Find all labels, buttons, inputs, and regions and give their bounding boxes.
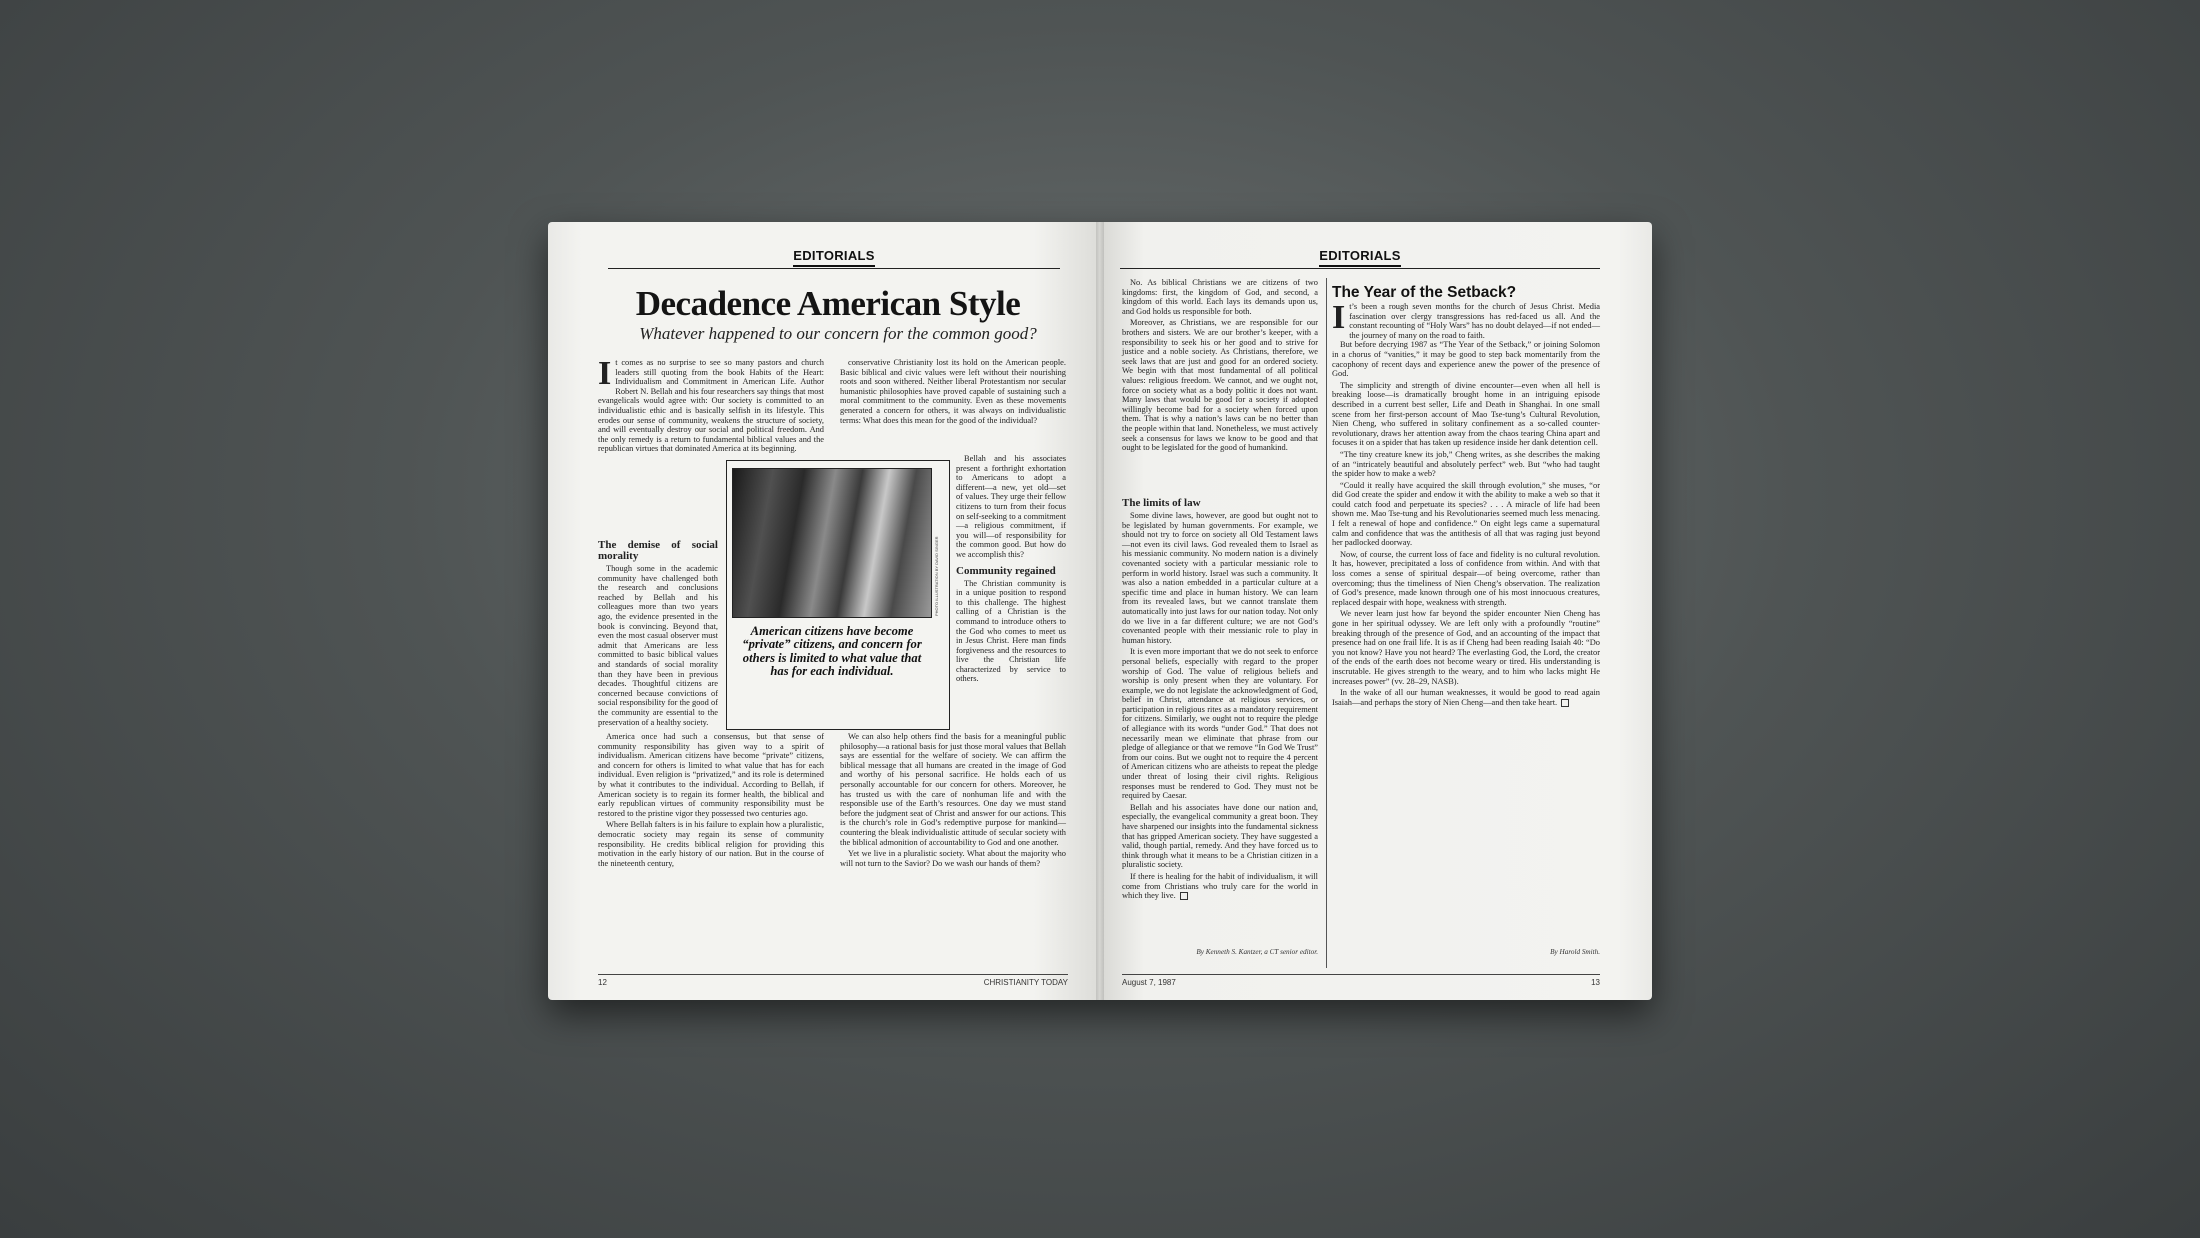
- body-paragraph: The simplicity and strength of divine encounter—even when all hell is breaking loose—is dramatically brought home in an intriguing episode described in a current best seller, Life and Death in Shanghai. In one small scene from her first-person account of Mao Tse-tung’s Cultural Revolution, Nien Cheng, who suffered in solitary confinement as a so-called counter-revolutionary, draws her attention away from the chaos tearing China apart and focuses it on a spider that has taken up residence inside her dank detention cell.: [1332, 380, 1600, 448]
- byline-smith: By Harold Smith.: [1550, 948, 1600, 956]
- photo-credit: PHOTO ILLUSTRATION BY DAVID SINGER: [934, 536, 939, 616]
- end-mark-icon: [1180, 892, 1188, 900]
- body-paragraph: America once had such a consensus, but that sense of community responsibility has given way to a spirit of individualism. American citizens have become “private” citizens, and concern for others is limited to what value that has for each individual. Even religion is “privatized,” and its role is determined by what it contributes to the individual. According to Bellah, if American society is to regain its former health, the biblical and early republican virtues of community responsibility must be restored to the pristine vigor they possessed two centuries ago.: [598, 732, 824, 818]
- body-paragraph: The Christian community is in a unique position to respond to this challenge. The highest calling of a Christian is the command to introduce others to the God who comes to meet us in Jesus Christ. Here man finds forgiveness and the resources to live the Christian life characterized by service to others.: [956, 578, 1066, 684]
- intro-paragraph: t comes as no surprise to see so many pastors and church leaders still quoting from the book Habits of the Heart: Individualism and Commitment in American Life. Author Robert N. Bellah and his four researchers say things that most evangelicals would agree with: Our society is committed to an individualistic ethic and is basically selfish in its lifestyle. This erodes our sense of community, weakens the structure of society, and will eventually destroy our social and political freedom. And the only remedy is a return to fundamental biblical values and the republican virtues that dominated America at its beginning.: [598, 358, 824, 454]
- pull-quote: American citizens have become “private” citizens, and concern for others is limited to what value that has for each individual.: [742, 624, 922, 679]
- body-paragraph: Bellah and his associates present a forthright exhortation to Americans to adopt a different—a new, yet old—set of values. They urge their fellow citizens to turn from their focus on self-seeking to a commitment—a religious commitment, if you will—of responsibility for the common good. But how do we accomplish this?: [956, 454, 1066, 559]
- body-paragraph: Now, of course, the current loss of face and fidelity is no cultural revolution. It has, however, precipitated a loss of confidence from within. And with that loss comes a sense of spiritual despair—of being overcome, rather than overcoming; thus the timeliness of Nien Cheng’s observation. The realization of God’s presence, made known through one of his most innocuous creatures, replaced despair with hope, weakness with strength.: [1332, 549, 1600, 607]
- section-label: EDITORIALS: [793, 248, 875, 267]
- closing-paragraph: If there is healing for the habit of individualism, it will come from Christians who truly care for the world in which they live.: [1122, 871, 1318, 901]
- section-header: [608, 248, 1060, 269]
- building-photo: [732, 468, 932, 618]
- article-column-3-top: [1122, 278, 1318, 453]
- body-paragraph: No. As biblical Christians we are citizens of two kingdoms: first, the kingdom of God, and second, a kingdom of this world. Each lays its demands upon us, and God holds us responsible for both.: [1122, 278, 1318, 316]
- intro-paragraph: t’s been a rough seven months for the church of Jesus Christ. Media fascination over clergy transgressions has red-faced us all. And the constant recounting of “Holy Wars” has no doubt delayed—if not ended—the journey of many on the road to faith.: [1349, 302, 1600, 340]
- body-paragraph: “Could it really have acquired the skill through evolution,” she muses, “or did God create the spider and endow it with the ability to make a web so that it could catch food and perpetuate its species? . . . A miracle of life had been shown me. Mao Tse-tung and his Revolutionaries seemed much less menacing. I felt a renewal of hope and confidence.” On eight legs came a supernatural calm and confidence that was the antithesis of all that was raging just beyond her padlocked doorway.: [1332, 480, 1600, 548]
- body-paragraph: It is even more important that we do not seek to enforce personal beliefs, especially with regard to the proper worship of God. The value of religious beliefs and worship is only present when they are voluntary. For example, we do not legislate the acknowledgment of God, belief in Christ, attendance at religious services, or participation in religious rites as a mandatory requirement for citizens. Similarly, we ought not to require the pledge of allegiance with its words “under God.” That does not necessarily mean we eliminate that phrase from our pledge of allegiance or that we remove “In God We Trust” from our coins. But we ought not to require the 4 percent of American citizens who are atheists to repeat the pledge under threat of losing their civil rights. Religious responses must be rendered to God. They must not be required by Caesar.: [1122, 647, 1318, 801]
- subheading-community: Community regained: [956, 564, 1056, 577]
- article-column-2-top: [840, 358, 1066, 454]
- subhead: Whatever happened to our concern for the common good?: [639, 324, 1037, 343]
- section-label: EDITORIALS: [1319, 248, 1401, 267]
- drop-cap: I: [1332, 299, 1346, 336]
- body-paragraph: Where Bellah falters is in his failure to explain how a pluralistic, democratic society may regain its sense of community responsibility. He credits biblical religion for providing this motivation in the early history of our nation. But in the course of the nineteenth century,: [598, 820, 824, 868]
- left-page: [548, 222, 1100, 1000]
- article-column-3-bottom: [1122, 492, 1318, 972]
- body-paragraph: Yet we live in a pluralistic society. What about the majority who will not turn to the Savior? Do we wash our hands of them?: [840, 849, 1066, 868]
- drop-cap: I: [598, 355, 612, 392]
- subheading-demise: The demise of social morality: [598, 539, 718, 562]
- footer-rule: [1122, 974, 1600, 975]
- page-number: 12: [598, 978, 607, 987]
- body-paragraph: Though some in the academic community have challenged both the research and conclusions reached by Bellah and his colleagues more than two years ago, the evidence presented in the book is convincing. Beyond that, even the most casual observer must admit that Americans are less committed to basic biblical values and standards of social morality than they have been in previous decades. Thoughtful citizens are concerned because convictions of social responsibility for the good of the community are essential to the preservation of a healthy society.: [598, 564, 718, 727]
- issue-date: August 7, 1987: [1122, 978, 1176, 987]
- article-title-2: The Year of the Setback?: [1332, 284, 1517, 301]
- body-paragraph: Bellah and his associates have done our nation and, especially, the evangelical community a great boon. They have sharpened our insights into the fundamental sickness that has gripped American society. They have suggested a valid, though partial, remedy. And they have forced us to think through what it means to be a Christian citizen in a pluralistic society.: [1122, 802, 1318, 870]
- body-paragraph: [1332, 688, 1600, 707]
- body-paragraph: But before decrying 1987 as “The Year of the Setback,” or joining Solomon in a chorus of “vanities,” it may be good to step back momentarily from the cacophony of recent days and experience anew the power of the presence of God.: [1332, 340, 1600, 379]
- article-column-1-mid: [598, 534, 718, 730]
- section-header: [1120, 248, 1600, 269]
- magazine-name: CHRISTIANITY TODAY: [983, 978, 1068, 987]
- footer-rule: [598, 974, 1068, 975]
- body-paragraph: “The tiny creature knew its job,” Cheng writes, as she describes the making of an “intricately beautiful and absolutely perfect” web. But “who had taught the spider how to make a web?: [1332, 449, 1600, 479]
- article-column-2-side: [956, 454, 1066, 730]
- body-paragraph: Moreover, as Christians, we are responsible for our brothers and sisters. We are our brother’s keeper, with a responsibility to seek his or her good and to strive for justice and a noble society. As Christians, therefore, we seek laws that are just and good for an ordered society. We begin with that most fundamental of all political values: religious freedom. We cannot, and we ought not, force on society what as a body politic it does not want. Many laws that would be good for a society if adopted willingly become bad for a society when forced upon them. That is why a nation’s laws can be no better than the people within that land. Nonetheless, we must actively seek a consensus for laws we know to be good and that ought to be legislated for the good of humankind.: [1122, 318, 1318, 453]
- article-column-4: [1332, 299, 1600, 942]
- article-column-2-bottom: [840, 732, 1066, 968]
- spine-shadow: [1096, 222, 1104, 1000]
- body-paragraph: We never learn just how far beyond the spider encounter Nien Cheng has gone in her spiritual odyssey. We are left only with a profoundly “routine” breaking through of the presence of God, and an accounting of the impact that presence had on one frail life. It is as if Cheng had been reading Isaiah 40: “Do you not know? Have you not heard? The everlasting God, the Lord, the creator of the ends of the earth does not become weary or tired. His understanding is inscrutable. He gives strength to the weary, and to him who lacks might He increases power” (vv. 28–29, NASB).: [1332, 609, 1600, 686]
- body-paragraph: conservative Christianity lost its hold on the American people. Basic biblical and civic values were left without their nourishing roots and soon withered. Neither liberal Protestantism nor secular humanistic philosophies have proved capable of sustaining such a moral commitment to the community. Even as these movements generated a concern for others, it was always on individualistic terms: What does this mean for the good of the individual?: [840, 358, 1066, 425]
- column-divider: [1326, 278, 1327, 968]
- article-column-1-bottom: [598, 732, 824, 968]
- byline-kantzer: By Kenneth S. Kantzer, a CT senior editor.: [1196, 948, 1318, 956]
- page-number: 13: [1591, 978, 1600, 987]
- body-paragraph: Some divine laws, however, are good but ought not to be legislated by human governments. For example, we should not try to force on society all Old Testament laws—not even its civil laws. God revealed them to Israel as his messianic community. No modern nation is a divinely covenanted society with a particular messianic role to perform in world history. Israel was such a community. It was also a nation embedded in a particular culture at a specific time and place in human history. We can learn from its revealed laws, but we cannot translate them automatically into just laws for our nation today. Not only do we live in a far different culture; we are not God’s covenanted people with their messianic role to play in human history.: [1122, 511, 1318, 645]
- magazine-spread: [548, 222, 1652, 1000]
- end-mark-icon: [1561, 699, 1569, 707]
- right-page: [1100, 222, 1652, 1000]
- headline: Decadence American Style: [635, 284, 1021, 323]
- body-paragraph: We can also help others find the basis for a meaningful public philosophy—a rational basis for just those moral values that Bellah says are essential for the welfare of society. We can affirm the biblical message that all humans are created in the image of God and worthy of his personal sacrifice. He holds each of us personally accountable for our concern for others. Moreover, he has trusted us with the care of nonhuman life and with the responsible use of the Earth’s resources. One day we must stand before the judgment seat of Christ and answer for our actions. This is the church’s role in God’s redemptive purpose for mankind—countering the bleak individualistic attitude of secular society with the biblical admonition of accountability to God and one another.: [840, 732, 1066, 847]
- subheading-limits: The limits of law: [1122, 497, 1201, 509]
- closing-paragraph: In the wake of all our human weaknesses, it would be good to read again Isaiah—and perhaps the story of Nien Cheng—and then take heart.: [1332, 688, 1600, 707]
- body-paragraph: [1122, 872, 1318, 901]
